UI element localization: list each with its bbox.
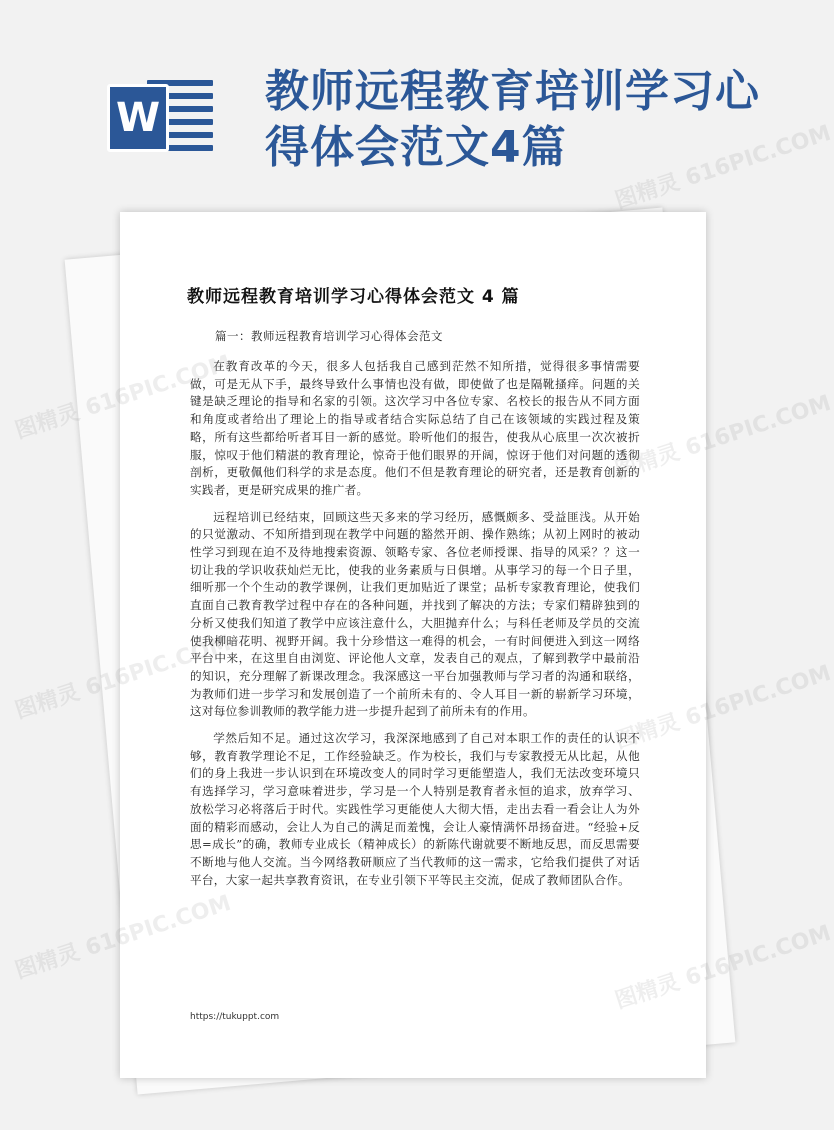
paragraph-1: 在教育改革的今天，很多人包括我自己感到茫然不知所措，觉得很多事情需要做，可是无从下手，最终导致什么事情也没有做，即使做了也是隔靴搔痒。问题的关键是缺乏理论的指导和名家的引领。这次学习中各位专家、名校长的报告从不同方面和角度或者给出了理论上的指导或者结合实际总结了自己在该领域的实践过程及策略，所有这些都给听者耳目一新的感觉。聆听他们的报告，使我从心底里一次次被折服，惊叹于他们精湛的教育理论，惊奇于他们眼界的开阔，惊讶于他们对问题的透彻剖析，更敬佩他们科学的求是态度。他们不但是教育理论的研究者，还是教育创新的实践者，更是研究成果的推广者。	[190, 359, 640, 497]
paragraph-3: 学然后知不足。通过这次学习，我深深地感到了自己对本职工作的责任的认识不够，教育教学理论不足，工作经验缺乏。作为校长，我们与专家教授无从比起，从他们的身上我进一步认识到在环境改变人的同时学习更能塑造人，我们无法改变环境只有选择学习，学习意味着进步，学习是一个人特别是教育者永恒的追求，放弃学习、放松学习必将落后于时代。实践性学习更能使人大彻大悟，走出去看一看会让人为外面的精彩而感动，会让人为自己的满足而羞愧，会让人豪情满怀昂扬奋进。“经验+反思=成长”的确，教师专业成长（精神成长）的新陈代谢就要不断地反思，而反思需要不断地与他人交流。当今网络教研顺应了当代教师的这一需求，它给我们提供了对话平台，大家一起共享教育资讯，在专业引领下平等民主交流，促成了教师团队合作。	[190, 731, 640, 887]
watermark: 图精灵	[12, 679, 83, 725]
paragraph-2: 远程培训已经结束，回顾这些天多来的学习经历，感慨颇多、受益匪浅。从开始的只觉激动、不知所措到现在教学中问题的豁然开朗、操作熟练；从初上网时的被动性学习到现在迫不及待地搜索资源、领略专家、各位老师授课、指导的风采？？这一切让我的学识收获灿烂无比，使我的业务素质与日俱增。从事学习的每一个日子里，细听那一个个生动的教学课例，让我们更加贴近了课堂；品析专家教育理论，使我们直面自己教育教学过程中存在的各种问题，并找到了解决的方法；专家们精辟独到的分析又使我们知道了教学中应该注意什么，大胆抛弃什么；与科任老师及学员的交流使我柳暗花明、视野开阔。我十分珍惜这一难得的机会，一有时间便进入到这一网络平台中来，在这里自由浏览、评论他人文章，发表自己的观点，了解到教学中最前沿的知识，充分理解了新课改理念。我深感这一平台加强教师与学习者的沟通和联络，为教师们进一步学习和发展创造了一个前所未有的、令人耳目一新的崭新学习环境，这对每位参训教师的教学能力进一步提升起到了前所未有的作用。	[190, 509, 640, 719]
watermark: 616PIC.COM	[682, 920, 834, 992]
section-heading: 篇一：教师远程教育培训学习心得体会范文	[215, 329, 443, 343]
watermark: 图精灵	[12, 939, 83, 985]
watermark: 图精灵 616PIC.COM	[612, 120, 834, 215]
document-page	[120, 212, 706, 1078]
watermark: 图精灵 616PIC.COM	[612, 390, 834, 485]
footer-url: https://tukuppt.com	[190, 1012, 280, 1022]
word-logo-icon	[107, 72, 217, 164]
page-headline: 教师远程教育培训学习心得体会范文4篇	[265, 66, 760, 173]
document-body	[190, 358, 640, 898]
watermark: 图精灵	[12, 399, 83, 445]
watermark: 图精灵 616PIC.COM	[612, 660, 834, 755]
document-title: 教师远程教育培训学习心得体会范文 4 篇	[187, 287, 520, 307]
word-badge: W	[107, 84, 169, 152]
